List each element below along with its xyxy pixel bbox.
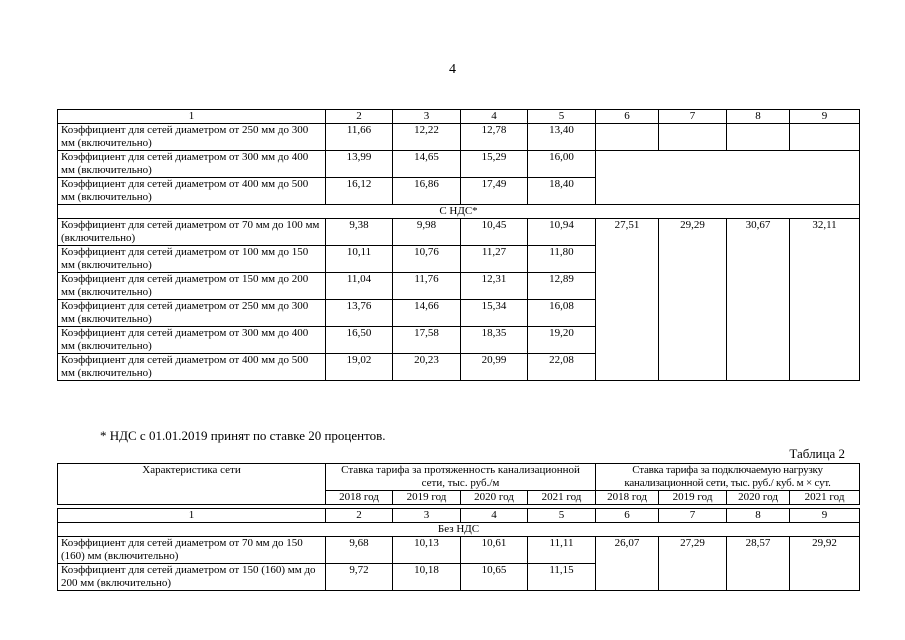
section-title: С НДС*	[58, 205, 860, 219]
cell: 16,00	[528, 151, 596, 178]
col-num: 3	[393, 509, 461, 523]
cell: 9,98	[393, 219, 461, 246]
col-num: 7	[659, 509, 727, 523]
cell: 17,58	[393, 327, 461, 354]
table-caption: Таблица 2	[789, 446, 845, 461]
year-header: 2019 год	[659, 491, 727, 505]
col-num: 6	[596, 509, 659, 523]
cell: 10,13	[393, 537, 461, 564]
load-rate-cell: 26,07	[596, 537, 659, 591]
cell: 12,31	[461, 273, 528, 300]
row-label: Коэффициент для сетей диаметром от 250 мм до 300 мм (включительно)	[58, 300, 326, 327]
row-label: Коэффициент для сетей диаметром от 400 мм до 500 мм (включительно)	[58, 178, 326, 205]
row-label: Коэффициент для сетей диаметром от 150 мм до 200 мм (включительно)	[58, 273, 326, 300]
col-num: 5	[528, 509, 596, 523]
section-row	[58, 205, 860, 219]
col-num: 9	[790, 110, 860, 124]
cell: 9,38	[326, 219, 393, 246]
cell: 12,89	[528, 273, 596, 300]
table-row	[58, 151, 860, 178]
year-header: 2019 год	[393, 491, 461, 505]
load-rate-cell: 27,51	[596, 219, 659, 381]
row-label: Коэффициент для сетей диаметром от 70 мм до 100 мм (включительно)	[58, 219, 326, 246]
cell: 16,08	[528, 300, 596, 327]
cell: 10,11	[326, 246, 393, 273]
col-num: 6	[596, 110, 659, 124]
cell: 10,65	[461, 564, 528, 591]
tariff-table-2	[57, 463, 860, 591]
cell: 16,50	[326, 327, 393, 354]
cell: 13,99	[326, 151, 393, 178]
col-num: 2	[326, 509, 393, 523]
cell: 11,15	[528, 564, 596, 591]
cell: 20,23	[393, 354, 461, 381]
cell: 22,08	[528, 354, 596, 381]
load-rate-cell: 29,29	[659, 219, 727, 381]
cell: 19,02	[326, 354, 393, 381]
col-num: 3	[393, 110, 461, 124]
row-label: Коэффициент для сетей диаметром от 100 мм до 150 мм (включительно)	[58, 246, 326, 273]
cell: 16,12	[326, 178, 393, 205]
vat-footnote: * НДС с 01.01.2019 принят по ставке 20 процентов.	[100, 428, 386, 443]
load-rate-cell: 32,11	[790, 219, 860, 381]
col-num: 1	[58, 110, 326, 124]
column-number-row	[58, 110, 860, 124]
col-num: 4	[461, 110, 528, 124]
empty-cell	[596, 151, 860, 205]
cell: 14,66	[393, 300, 461, 327]
cell: 10,18	[393, 564, 461, 591]
cell: 9,68	[326, 537, 393, 564]
cell: 16,86	[393, 178, 461, 205]
empty-cell	[659, 124, 727, 151]
cell: 20,99	[461, 354, 528, 381]
table-row	[58, 124, 860, 151]
year-header: 2021 год	[790, 491, 860, 505]
cell: 11,04	[326, 273, 393, 300]
row-label: Коэффициент для сетей диаметром от 70 мм до 150 (160) мм (включительно)	[58, 537, 326, 564]
col-num: 5	[528, 110, 596, 124]
cell: 11,11	[528, 537, 596, 564]
year-header: 2018 год	[326, 491, 393, 505]
length-rate-header: Ставка тарифа за протяженность канализационной сети, тыс. руб./м	[326, 464, 596, 491]
col-num: 8	[727, 509, 790, 523]
cell: 18,35	[461, 327, 528, 354]
row-label: Коэффициент для сетей диаметром от 300 мм до 400 мм (включительно)	[58, 327, 326, 354]
row-label: Коэффициент для сетей диаметром от 250 мм до 300 мм (включительно)	[58, 124, 326, 151]
table-row	[58, 537, 860, 564]
cell: 11,80	[528, 246, 596, 273]
section-title: Без НДС	[58, 523, 860, 537]
row-label: Коэффициент для сетей диаметром от 150 (160) мм до 200 мм (включительно)	[58, 564, 326, 591]
cell: 10,45	[461, 219, 528, 246]
cell: 18,40	[528, 178, 596, 205]
year-header: 2018 год	[596, 491, 659, 505]
empty-cell	[727, 124, 790, 151]
cell: 17,49	[461, 178, 528, 205]
row-label: Коэффициент для сетей диаметром от 300 мм до 400 мм (включительно)	[58, 151, 326, 178]
cell: 9,72	[326, 564, 393, 591]
empty-cell	[790, 124, 860, 151]
empty-cell	[596, 124, 659, 151]
col-num: 2	[326, 110, 393, 124]
column-number-row	[58, 509, 860, 523]
cell: 10,76	[393, 246, 461, 273]
cell: 14,65	[393, 151, 461, 178]
cell: 13,76	[326, 300, 393, 327]
year-header: 2020 год	[461, 491, 528, 505]
col-num: 9	[790, 509, 860, 523]
table-row	[58, 219, 860, 246]
page-number: 4	[449, 62, 456, 77]
year-header: 2021 год	[528, 491, 596, 505]
cell: 11,66	[326, 124, 393, 151]
load-rate-cell: 29,92	[790, 537, 860, 591]
cell: 15,29	[461, 151, 528, 178]
cell: 10,94	[528, 219, 596, 246]
year-header: 2020 год	[727, 491, 790, 505]
header-row	[58, 464, 860, 491]
col-num: 7	[659, 110, 727, 124]
load-rate-header: Ставка тарифа за подключаемую нагрузку канализационной сети, тыс. руб./ куб. м × сут.	[596, 464, 860, 491]
col-num: 1	[58, 509, 326, 523]
cell: 12,22	[393, 124, 461, 151]
col-num: 8	[727, 110, 790, 124]
cell: 19,20	[528, 327, 596, 354]
section-row	[58, 523, 860, 537]
tariff-table-continued	[57, 109, 860, 381]
cell: 10,61	[461, 537, 528, 564]
row-label: Коэффициент для сетей диаметром от 400 мм до 500 мм (включительно)	[58, 354, 326, 381]
network-characteristic-header: Характеристика сети	[58, 464, 326, 505]
cell: 12,78	[461, 124, 528, 151]
cell: 11,76	[393, 273, 461, 300]
col-num: 4	[461, 509, 528, 523]
cell: 15,34	[461, 300, 528, 327]
load-rate-cell: 28,57	[727, 537, 790, 591]
load-rate-cell: 27,29	[659, 537, 727, 591]
cell: 11,27	[461, 246, 528, 273]
load-rate-cell: 30,67	[727, 219, 790, 381]
cell: 13,40	[528, 124, 596, 151]
